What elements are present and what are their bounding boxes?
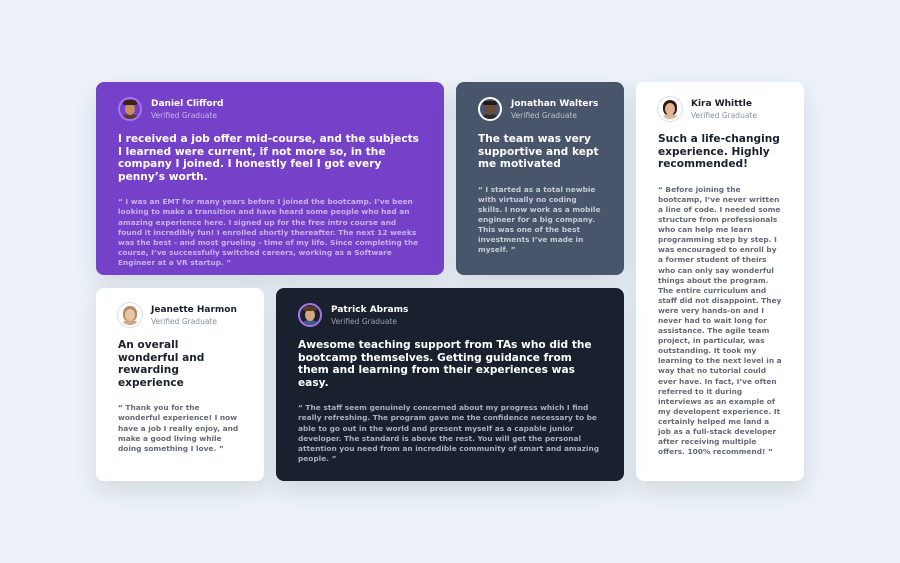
author-role: Verified Graduate: [511, 110, 577, 120]
avatar-kira-icon: [658, 97, 682, 121]
avatar-jeanette-icon: [118, 303, 142, 327]
testimonial-card-jeanette: [96, 288, 264, 481]
testimonial-headline: The team was very supportive and kept me motivated: [478, 133, 599, 171]
author-name: Daniel Clifford: [151, 98, 224, 109]
testimonials-grid: [96, 82, 804, 481]
testimonial-headline: An overall wonderful and rewarding experience: [118, 339, 205, 389]
testimonial-quote: “ The staff seem genuinely concerned about my progress which I find really refreshing. The program gave me the confidence necessary to be able to go out in the world and present myself as a capable junior developer. The standard is above the rest. You will get the personal attention you need from an incredible community of smart and amazing people. ”: [298, 403, 600, 463]
testimonial-quote: “ Before joining the bootcamp, I’ve never written a line of code. I needed some structure from professionals who can help me learn programming step by step. I was encouraged to enroll by a former student of theirs who can only say wonderful things about the program. The entire curriculum and staff did not disappoint. They were very hands-on and I never had to wait long for assistance. The agile team project, in particular, was outstanding. It took my learning to the next level in a way that no tutorial could ever have. In fact, I’ve often referred to it during interviews as an example of my developent experience. It certainly helped me land a job as a full-stack developer after receiving multiple offers. 100% recommend! ”: [658, 184, 782, 457]
avatar-jonathan-icon: [478, 97, 502, 121]
avatar-daniel-icon: [118, 97, 142, 121]
author-role: Verified Graduate: [331, 316, 397, 326]
testimonial-card-kira: [636, 82, 804, 481]
testimonial-card-daniel: [96, 82, 444, 275]
avatar-patrick-icon: [298, 303, 322, 327]
testimonial-quote: “ I started as a total newbie with virtually no coding skills. I now work as a mobile engineer for a big company. This was one of the best investments I’ve made in myself. ”: [478, 184, 601, 255]
author-name: Kira Whittle: [691, 98, 752, 109]
testimonial-headline: Such a life-changing experience. Highly recommended!: [658, 133, 780, 171]
testimonial-headline: Awesome teaching support from TAs who did the bootcamp themselves. Getting guidance from them and learning from their experiences was easy.: [298, 339, 592, 389]
testimonial-quote: “ Thank you for the wonderful experience! I now have a job I really enjoy, and make a good living while doing something I love. ”: [118, 403, 239, 453]
testimonial-headline: I received a job offer mid-course, and the subjects I learned were current, if not more so, in the company I joined. I honestly feel I got every penny’s worth.: [118, 133, 419, 183]
testimonial-card-patrick: [276, 288, 624, 481]
testimonial-quote: “ I was an EMT for many years before I joined the bootcamp. I’ve been looking to make a transition and have heard some people who had an amazing experience here. I signed up for the free intro course and found it incredibly fun! I enrolled shortly thereafter. The next 12 weeks was the best - and most grueling - time of my life. Since completing the course, I’ve successfully switched careers, working as a Software Engineer at a VR startup. ”: [118, 197, 419, 267]
testimonial-author: [658, 96, 782, 122]
testimonial-author: [298, 302, 602, 328]
author-role: Verified Graduate: [151, 316, 217, 326]
testimonial-author: [478, 96, 602, 122]
author-role: Verified Graduate: [151, 110, 217, 120]
author-role: Verified Graduate: [691, 110, 757, 120]
testimonial-card-jonathan: [456, 82, 624, 275]
author-name: Jonathan Walters: [511, 98, 599, 109]
author-name: Jeanette Harmon: [151, 304, 237, 315]
testimonial-author: [118, 96, 422, 122]
author-name: Patrick Abrams: [331, 304, 409, 315]
testimonial-author: [118, 302, 242, 328]
